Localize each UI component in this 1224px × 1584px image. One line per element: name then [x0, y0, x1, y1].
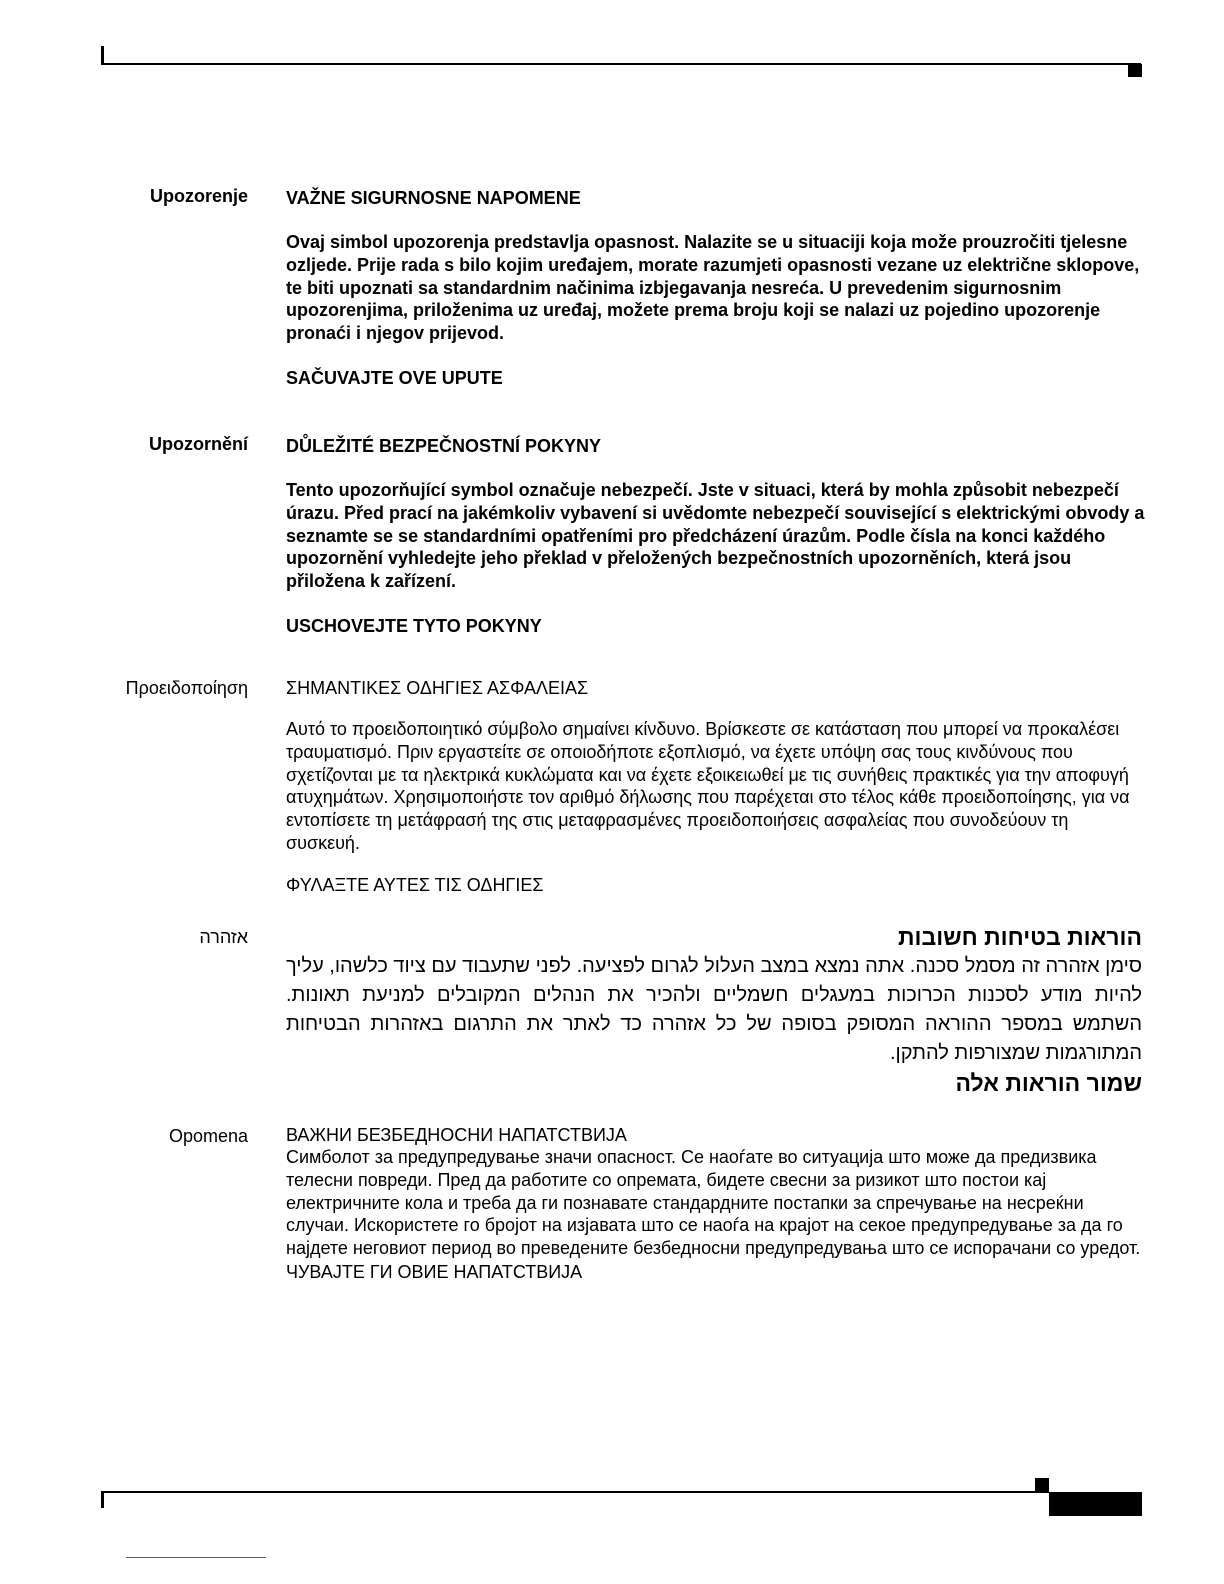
section-hebrew — [286, 922, 1142, 1098]
footer-link[interactable] — [126, 1557, 266, 1558]
section-greek — [286, 677, 1146, 896]
footer-rule-vertical — [101, 1491, 104, 1508]
section-footer: שמור הוראות אלה — [955, 1070, 1142, 1096]
section-heading: VAŽNE SIGURNOSNE NAPOMENE — [286, 188, 581, 208]
section-label-hebrew: אזהרה — [199, 927, 248, 947]
section-footer: SAČUVAJTE OVE UPUTE — [286, 367, 503, 388]
section-macedonian — [286, 1124, 1146, 1283]
header-marker — [1128, 64, 1142, 77]
section-label-greek: Προειδοποίηση — [125, 678, 248, 698]
section-label-croatian: Upozorenje — [149, 186, 248, 206]
page-number-box — [1049, 1492, 1142, 1516]
section-label-macedonian: Opomena — [168, 1126, 248, 1146]
section-body: Tento upozorňující symbol označuje nebezpečí. Jste v situaci, která by mohla způsobit nebezpečí úrazu. Před prací na jakémkoliv vybavení si uvědomte nebezpečí související s elektrickými obvody a seznamte se se standardními opatřeními pro předcházení úrazům. Podle čísla na konci každého upozornění vyhledejte jeho překlad v přeložených bezpečnostních upozorněních, která jsou přiložena k zařízení. — [286, 480, 1145, 592]
section-heading: ВАЖНИ БЕЗБЕДНОСНИ НАПАТСТВИЈА — [286, 1125, 627, 1145]
section-czech — [286, 435, 1146, 637]
section-footer: ΦΥΛΑΞΤΕ ΑΥΤΕΣ ΤΙΣ ΟΔΗΓΙΕΣ — [286, 874, 544, 895]
section-body: סימן אזהרה זה מסמל סכנה. אתה נמצא במצב העלול לגרום לפציעה. לפני שתעבוד עם ציוד כלשהו, עליך להיות מודע לסכנות הכרוכות במעגלים חשמליים ולהכיר את הנהלים המקובלים למניעת תאונות. השתמש במספר ההוראה המסופק בסופה של כל אזהרה כד לאתר את התרגום באזהרות הבטיחות המתורגמות שמצורפות להתקן. — [286, 955, 1142, 1064]
section-croatian — [286, 187, 1146, 389]
section-label-czech: Upozornění — [149, 434, 248, 454]
section-footer: ЧУВАЈТЕ ГИ ОВИЕ НАПАТСТВИЈА — [286, 1261, 583, 1282]
footer-marker — [1035, 1478, 1049, 1492]
section-heading: DŮLEŽITÉ BEZPEČNOSTNÍ POKYNY — [286, 436, 602, 456]
header-rule — [101, 63, 1141, 65]
footer-rule — [101, 1491, 1049, 1493]
section-body: Ovaj simbol upozorenja predstavlja opasnost. Nalazite se u situaciji koja može prouzročiti tjelesne ozljede. Prije rada s bilo kojim uređajem, morate razumjeti opasnosti vezane uz električne sklopove, te biti upoznati sa standardnim načinima izbjegavanja nesreća. U prevedenim sigurnosnim upozorenjima, priloženima uz uređaj, možete prema broju koji se nalazi uz pojedino upozorenje pronaći i njegov prijevod. — [286, 232, 1140, 344]
section-footer: USCHOVEJTE TYTO POKYNY — [286, 615, 542, 636]
section-body: Симболот за предупредување значи опасност. Се наоѓате во ситуација што може да предизвика телесни повреди. Пред да работите со опремата, бидете свесни за ризикот што постои кај електричните кола и треба да ги познавате стандардните постапки за спречување на несреќни случаи. Искористете го бројот на изјавата што се наоѓа на крајот на секое предупредување за да го најдете неговиот период во преведените безбедносни предупредувања што се испорачани со уредот. — [286, 1147, 1141, 1259]
section-heading: ΣΗΜΑΝΤΙΚΕΣ ΟΔΗΓΙΕΣ ΑΣΦΑΛΕΙΑΣ — [286, 678, 589, 698]
section-body: Αυτό το προειδοποιητικό σύμβολο σημαίνει κίνδυνο. Βρίσκεστε σε κατάσταση που μπορεί να προκαλέσει τραυματισμό. Πριν εργαστείτε σε οποιοδήποτε εξοπλισμό, να έχετε υπόψη σας τους κινδύνους που σχετίζονται με τα ηλεκτρικά κυκλώματα και να έχετε εξοικειωθεί με τις συνήθεις πρακτικές για την αποφυγή ατυχημάτων. Χρησιμοποιήστε τον αριθμό δήλωσης που παρέχεται στο τέλος κάθε προειδοποίησης, για να εντοπίσετε τη μετάφρασή της στις μεταφρασμένες προειδοποιήσεις ασφαλείας που συνοδεύουν τη συσκευή. — [286, 719, 1130, 853]
section-heading: הוראות בטיחות חשובות — [898, 924, 1142, 950]
